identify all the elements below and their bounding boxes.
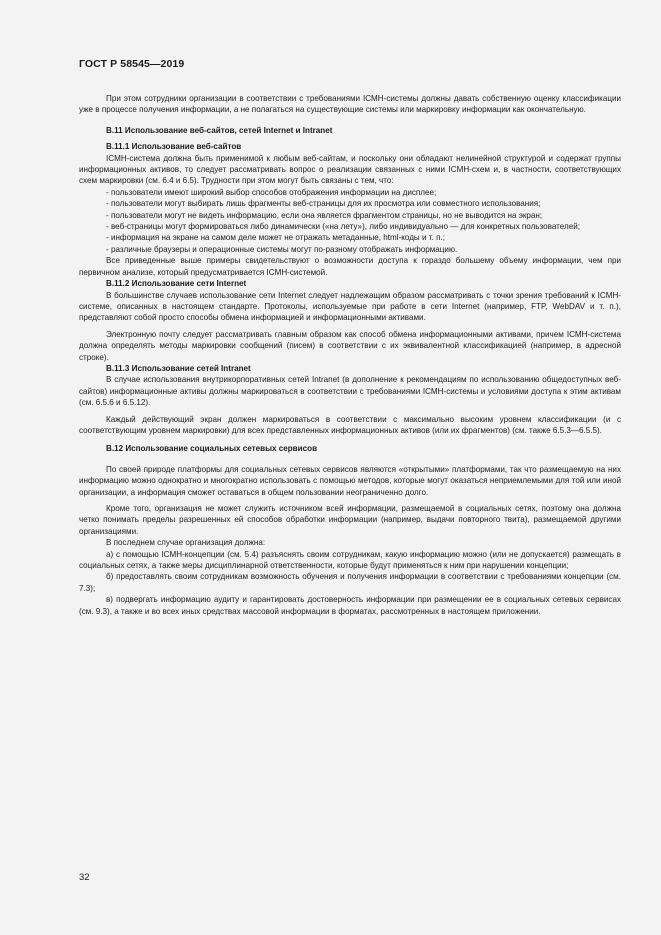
- section-b12-heading: В.12 Использование социальных сетевых сервисов: [106, 444, 318, 454]
- document-header: ГОСТ Р 58545—2019: [79, 58, 185, 70]
- section-b112-heading: В.11.2 Использование сети Internet: [106, 279, 247, 289]
- b111-bullet: - веб-страницы могут формироваться либо динамически («на лету»), либо индивидуально — для конкретных пользователей;: [106, 222, 581, 232]
- b12-paragraph: По своей природе платформы для социальных сетевых сервисов являются «открытыми» платформами, так что размещаемую на них информацию можно однократно и многократно использовать с помощью методов, которые могут оказаться неприемлемыми для той или иной организации, а информация сможет оставаться в общем пользовании неограниченно долго.: [79, 464, 621, 497]
- b111-bullet: - пользователи могут выбирать лишь фрагменты веб-страницы для их просмотра или совместного использования;: [106, 199, 541, 209]
- section-b11-heading: В.11 Использование веб-сайтов, сетей Internet и Intranet: [106, 125, 333, 135]
- b111-bullet: - различные браузеры и операционные системы могут по-разному отображать информацию.: [106, 244, 458, 254]
- b12-list-item: в) подвергать информацию аудиту и гарантировать достоверность информации при размещении ее в социальных сетевых сервисах (см. 9.3), а также и во всех иных средствах массовой информации в форматах, рассмотренных в настоящем приложении.: [79, 595, 621, 616]
- b113-paragraph: Каждый действующий экран должен маркироваться в соответствии с максимально высоким уровнем классификации (и с соответствующим уровнем маркировки) для всех представленных информационных активов (или их фрагментов) (см. также 6.5.3—6.5.5).: [79, 414, 621, 435]
- b12-list-item: а) с помощью ICMH-концепции (см. 5.4) разъяснять своим сотрудникам, какую информацию можно (или не допускается) размещать в социальных сетях, а также меры дисциплинарной ответственности, которые будут применяться к ним при нарушении концепции;: [79, 549, 621, 571]
- b111-bullet: - пользователи могут не видеть информацию, если она является фрагментом страницы, но не выводится на экран;: [106, 210, 543, 220]
- b111-paragraph: ICMH-система должна быть применимой к любым веб-сайтам, и поскольку они обладают нелинейной структурой и содержат группы информационных активов, то следует рассматривать вопрос о реализации связанных с ними ICMH-схем и, в частности, соответствующих схем маркировки (см. 6.4 и 6.5). Трудности при этом могут быть связаны с тем, что:: [79, 153, 621, 186]
- b112-paragraph: В большинстве случаев использование сети Internet следует надлежащим образом рассматривать с точки зрения требований к ICMH-системе, описанных в настоящем стандарте. Протоколы, используемые при работе в сети Internet (например, FTP, WebDAV и т. п.), представляют собой просто способы обмена информацией и информационными активами.: [79, 290, 621, 323]
- b12-paragraph: Кроме того, организация не может служить источником всей информации, размещаемой в социальных сетях, поэтому она должна четко понимать пределы разрешенных ей способов обработки информации (например, выдачи повторного твита), размещаемой другими организациями.: [79, 504, 621, 536]
- b112-paragraph: Электронную почту следует рассматривать главным образом как способ обмена информационными активами, причем ICMH-система должна определять методы маркировки сообщений (писем) в соответствии с их эквивалентной классификацией (например, в адресной строке).: [79, 329, 621, 362]
- section-b111-heading: В.11.1 Использование веб-сайтов: [106, 142, 242, 152]
- b12-list-item: б) предоставлять своим сотрудникам возможность обучения и получения информации в соответствии с требованиями концепции (см. 7.3);: [79, 572, 621, 593]
- b113-paragraph: В случае использования внутрикорпоративных сетей Intranet (в дополнение к рекомендациям по использованию общедоступных веб-сайтов) информационные активы должны маркироваться в соответствии с требованиями ICMH-системы и условиями доступа к этим активам (см. 6.5.6 и 6.5.12).: [79, 375, 621, 408]
- document-body: [79, 93, 621, 617]
- intro-paragraph: При этом сотрудники организации в соответствии с требованиями ICMH-системы должны давать собственную оценку классификации уже в процессе получения информации, а не полагаться на существующие системы или маркировку информации как окончательную.: [79, 94, 621, 115]
- b12-paragraph: В последнем случае организация должна:: [106, 538, 266, 548]
- b111-bullet: - информация на экране на самом деле может не отражать метаданные, html-коды и т. п.;: [106, 233, 445, 243]
- b111-bullet: - пользователи имеют широкий выбор способов отображения информации на дисплее;: [106, 187, 437, 197]
- b111-paragraph: Все приведенные выше примеры свидетельствуют о возможности доступа к гораздо большему объему информации, чем при первичном анализе, который предусматривается ICMH-системой.: [79, 256, 621, 277]
- page-number: 32: [79, 872, 90, 883]
- section-b113-heading: В.11.3 Использование сетей Intranet: [106, 363, 251, 373]
